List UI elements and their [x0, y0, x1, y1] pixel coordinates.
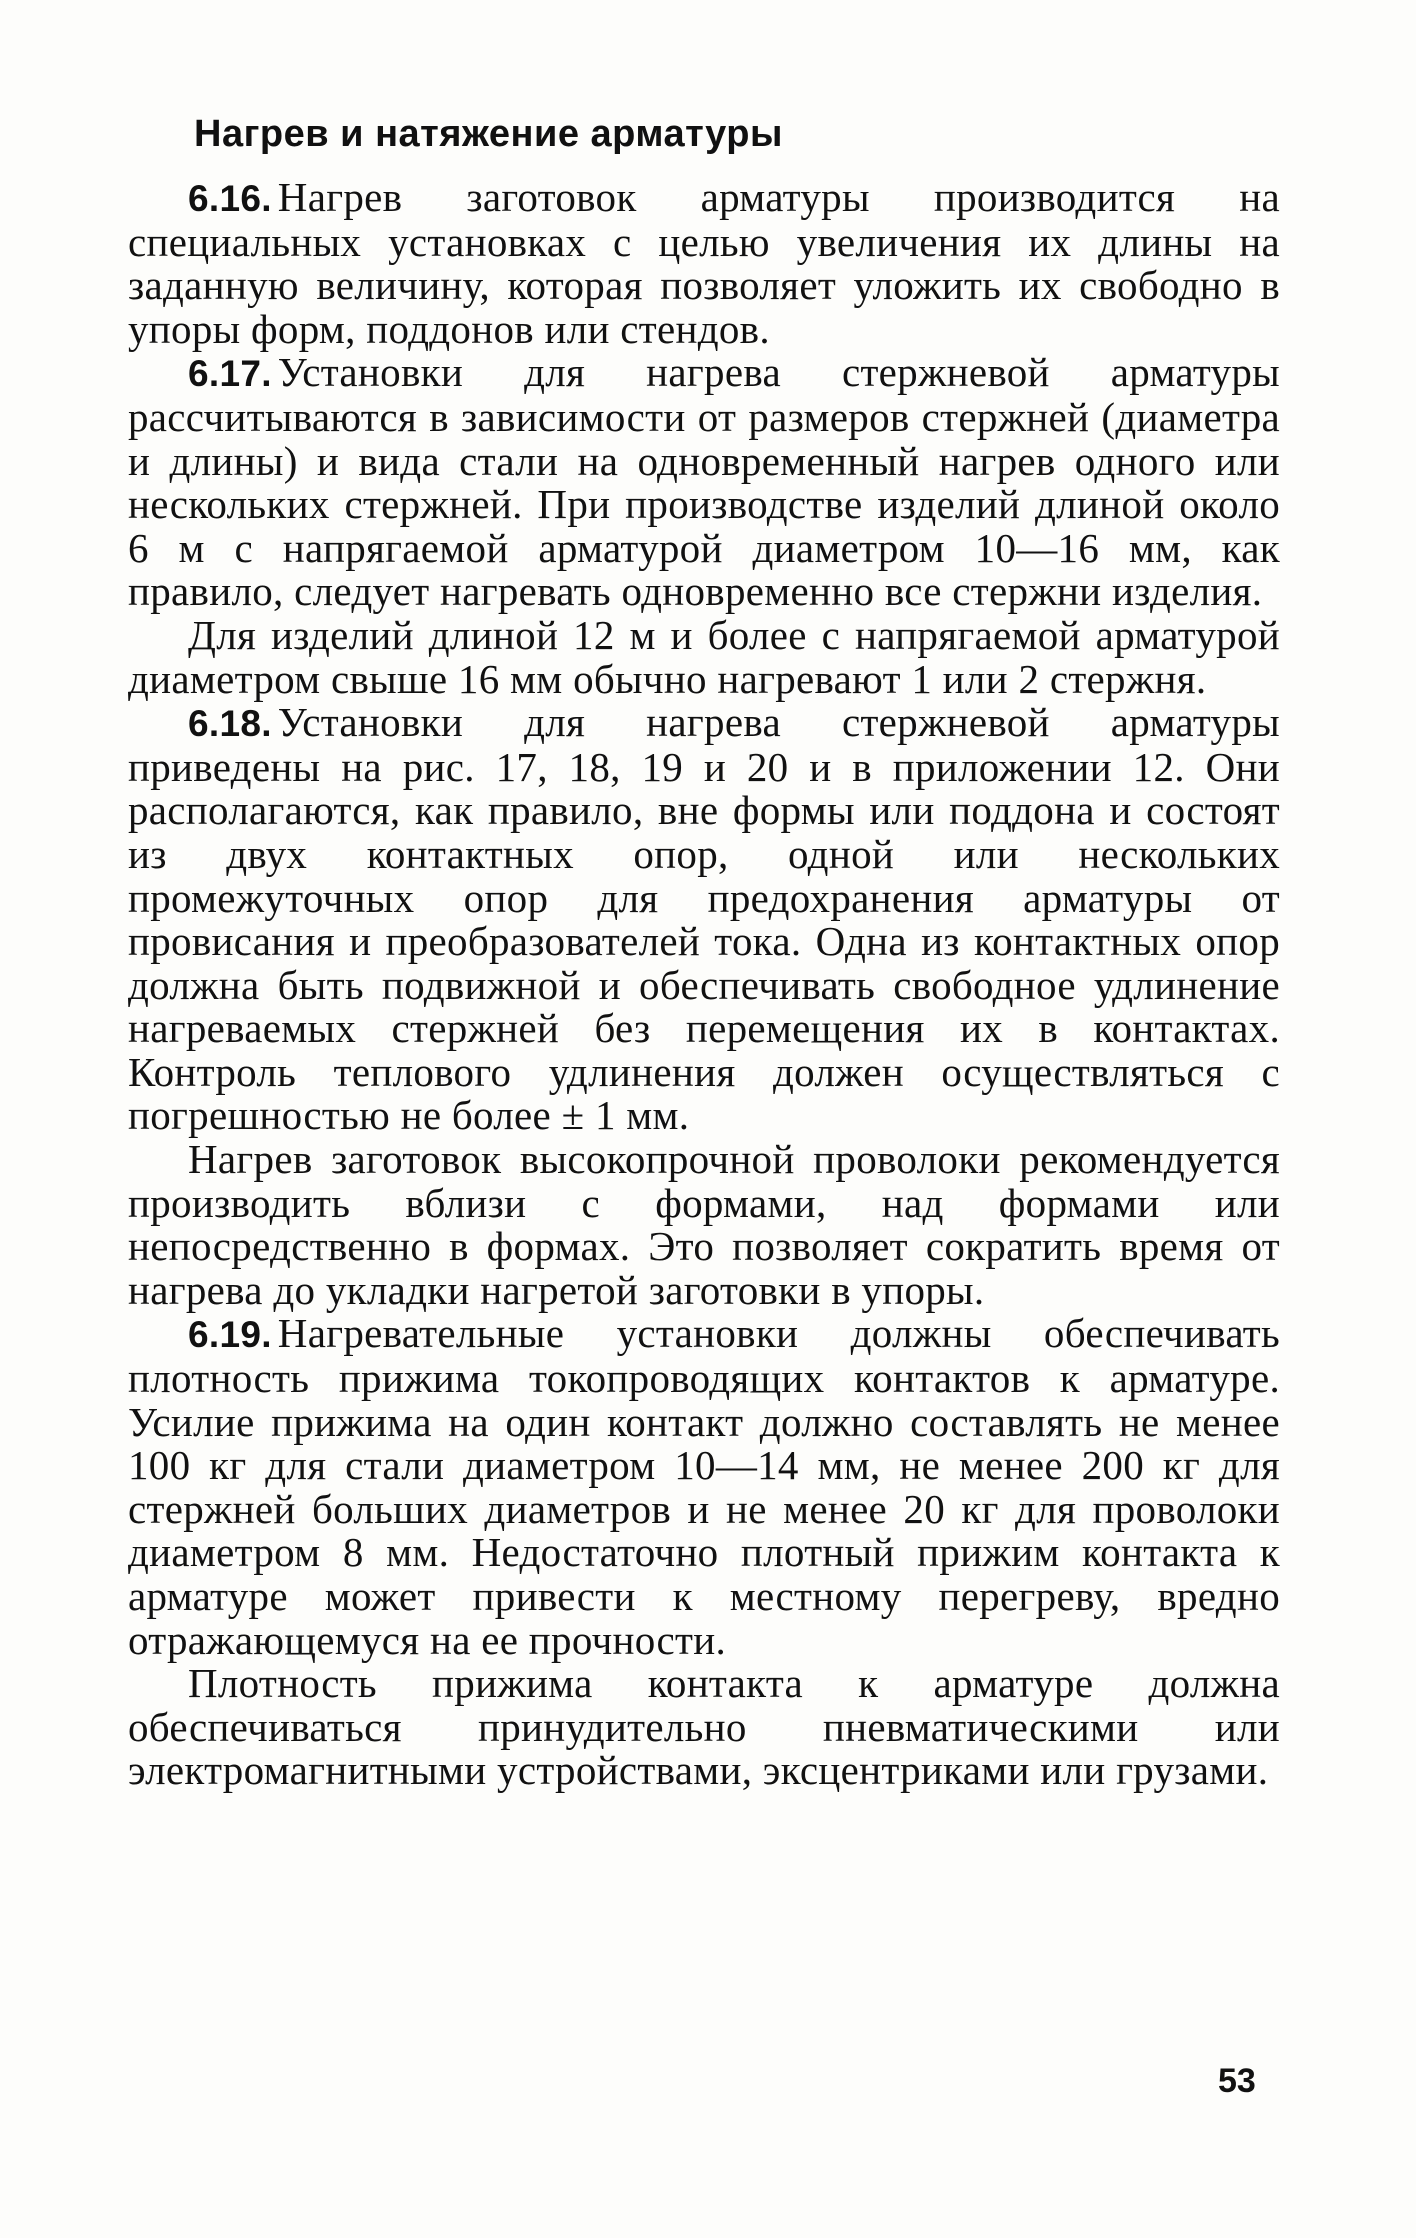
paragraph-text: Нагревательные установки должны обеспечивать плотность прижима токопроводящих контактов к арматуре. Усилие прижима на один контакт должно составлять не менее 100 кг для стали диаметром 10—14 мм, не менее 200 кг для стержней больших диаметров и не менее 20 кг для проволоки диаметром 8 мм. Недостаточно плотный прижим контакта к арматуре может привести к местному перегреву, вредно отражающемуся на ее прочности. — [128, 1310, 1280, 1663]
page-body — [128, 108, 1280, 1793]
paragraph-text: Установки для нагрева стержневой арматуры рассчитываются в зависимости от размеров стержней (диаметра и длины) и вида стали на одновременный нагрев одного или нескольких стержней. При производстве изделий длиной около 6 м с напрягаемой арматурой диаметром 10—16 мм, как правило, следует нагревать одновременно все стержни изделия. — [128, 349, 1280, 615]
paragraph-text: Плотность прижима контакта к арматуре должна обеспечиваться принудительно пневматическими или электромагнитными устройствами, эксцентриками или грузами. — [128, 1660, 1280, 1794]
paragraph-text: Для изделий длиной 12 м и более с напрягаемой арматурой диаметром свыше 16 мм обычно нагревают 1 или 2 стержня. — [128, 611, 1280, 702]
paragraph-6-19-continued — [128, 1662, 1280, 1793]
clause-number: 6.16. — [188, 178, 272, 219]
paragraph-6-18 — [128, 701, 1280, 1138]
paragraph-text: Нагрев заготовок арматуры производится на специальных установках с целью увеличения их длины на заданную величину, которая позволяет уложить их свободно в упоры форм, поддонов или стендов. — [128, 174, 1280, 352]
paragraph-text: Установки для нагрева стержневой арматуры приведены на рис. 17, 18, 19 и 20 и в приложении 12. Они располагаются, как правило, вне формы или поддона и состоят из двух контактных опор, одной или нескольких промежуточных опор для предохранения арматуры от провисания и преобразователей тока. Одна из контактных опор должна быть подвижной и обеспечивать свободное удлинение нагреваемых стержней без перемещения их в контактах. Контроль теплового удлинения должен осуществляться с погрешностью не более ± 1 мм. — [128, 699, 1280, 1139]
clause-number: 6.17. — [188, 353, 272, 395]
paragraph-6-18-continued — [128, 1138, 1280, 1312]
paragraph-6-17-continued — [128, 611, 1280, 702]
clause-number: 6.18. — [188, 703, 272, 745]
clause-number: 6.19. — [188, 1314, 272, 1356]
page-number: 53 — [1218, 2062, 1256, 2100]
paragraph-6-19 — [128, 1312, 1280, 1662]
paragraph-6-17 — [128, 351, 1280, 614]
paragraph-6-16 — [128, 176, 1280, 351]
paragraph-text: Нагрев заготовок высокопрочной проволоки рекомендуется производить вблизи с формами, над формами или непосредственно в формах. Это позволяет сократить время от нагрева до укладки нагретой заготовки в упоры. — [128, 1136, 1280, 1313]
section-heading: Нагрев и натяжение арматуры — [194, 113, 783, 155]
